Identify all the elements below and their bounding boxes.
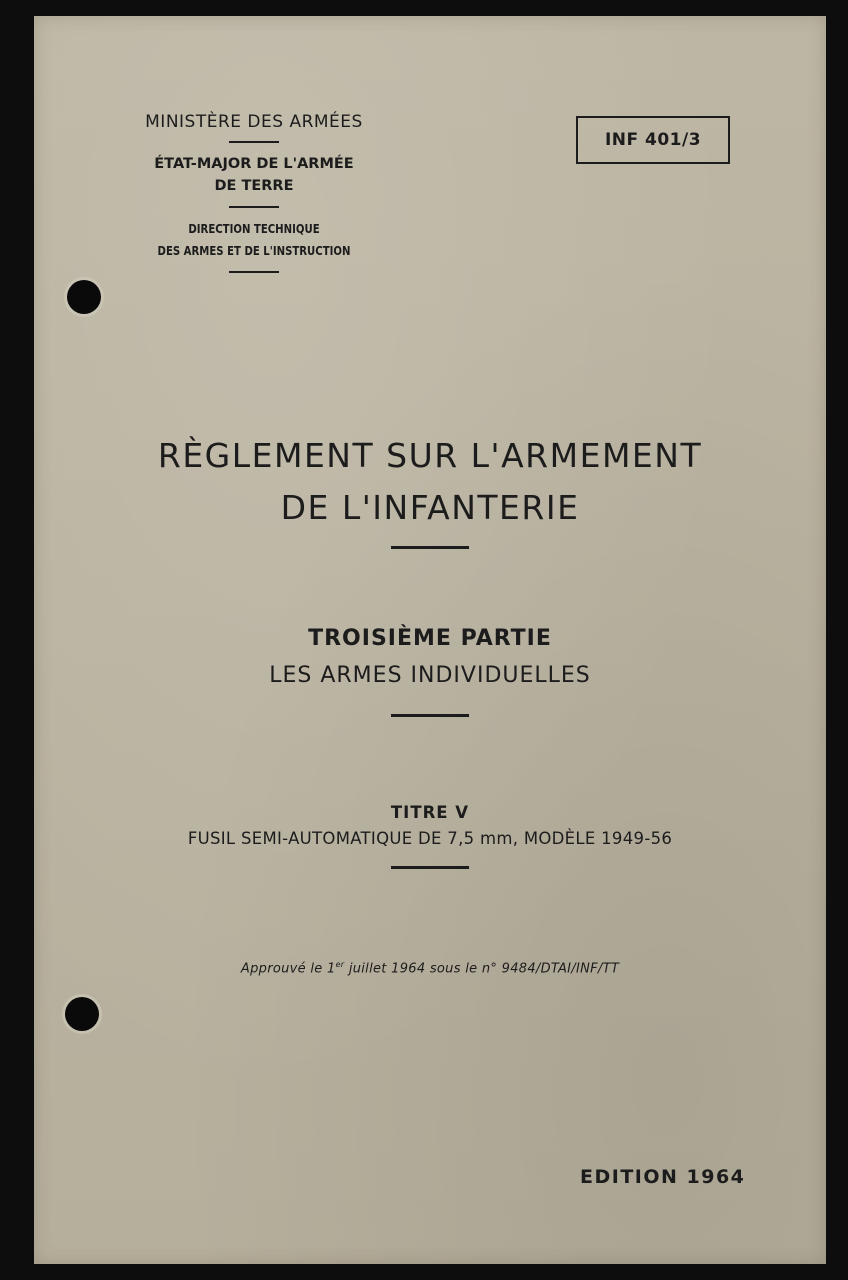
- part-subtitle: LES ARMES INDIVIDUELLES: [269, 663, 591, 688]
- approval-superscript: er: [335, 960, 345, 969]
- part-label: TROISIÈME PARTIE: [308, 626, 552, 651]
- divider: [391, 546, 469, 549]
- titre-label: TITRE V: [390, 803, 470, 822]
- approval-suffix: juillet 1964 sous le n° 9484/DTAI/INF/TT: [344, 961, 620, 977]
- ministry-name: MINISTÈRE DES ARMÉES: [145, 112, 363, 132]
- part-heading: [34, 622, 826, 717]
- main-title-line1: RÈGLEMENT SUR L'ARMEMENT: [157, 436, 703, 475]
- divider: [229, 271, 279, 273]
- issuing-authority: [124, 112, 384, 283]
- binder-hole-bottom: [65, 997, 99, 1031]
- main-title-line2: DE L'INFANTERIE: [280, 488, 580, 527]
- direction-name-line1: DIRECTION TECHNIQUE: [188, 221, 320, 236]
- titre-heading: [34, 800, 826, 869]
- approval-note: [34, 960, 826, 976]
- divider: [229, 141, 279, 143]
- staff-name-line2: DE TERRE: [214, 178, 294, 194]
- main-title: [34, 430, 826, 549]
- divider: [229, 206, 279, 208]
- binder-hole-top: [67, 280, 101, 314]
- titre-subtitle: FUSIL SEMI-AUTOMATIQUE DE 7,5 mm, MODÈLE 1949-56: [187, 829, 673, 848]
- document-reference: INF 401/3: [576, 116, 730, 164]
- edition-label: EDITION 1964: [580, 1166, 746, 1188]
- divider: [391, 866, 469, 869]
- staff-name-line1: ÉTAT-MAJOR DE L'ARMÉE: [154, 156, 354, 172]
- document-cover: [34, 16, 826, 1264]
- approval-prefix: Approuvé le 1: [240, 961, 336, 977]
- divider: [391, 714, 469, 717]
- direction-name-line2: DES ARMES ET DE L'INSTRUCTION: [157, 243, 351, 258]
